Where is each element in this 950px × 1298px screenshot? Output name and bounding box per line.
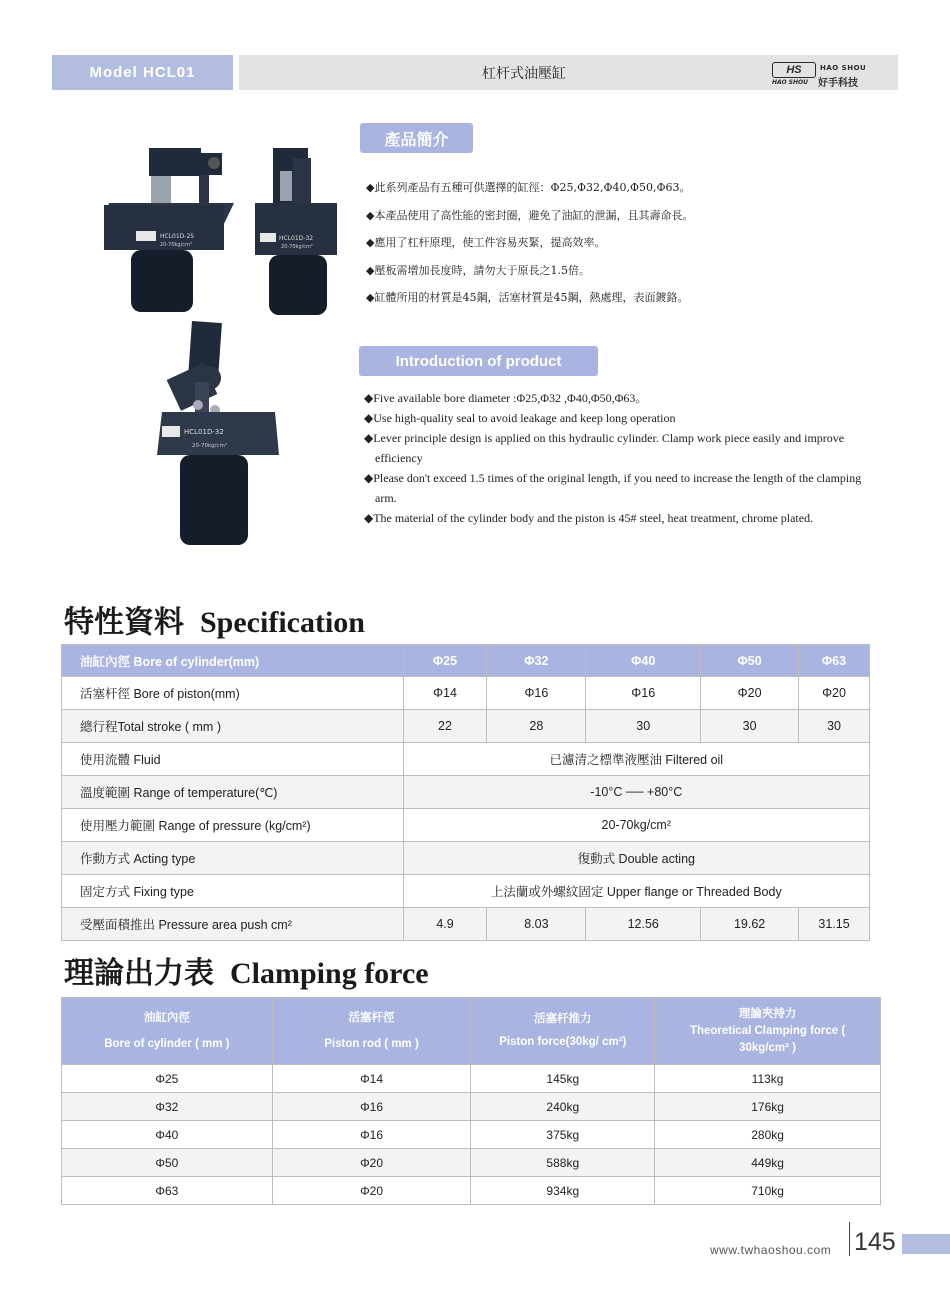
row-label: 使用壓力範圍 Range of pressure (kg/cm²) [62, 809, 404, 842]
logo-brand-cn: 好手科技 [818, 78, 858, 89]
header-en: Piston rod ( mm ) [324, 1037, 419, 1050]
table-cell: Φ32 [62, 1093, 273, 1121]
table-cell: Φ16 [586, 677, 701, 710]
table-cell: 19.62 [701, 908, 799, 941]
intro-cn-label: 產品簡介 [360, 123, 473, 153]
table-cell: Φ14 [272, 1065, 471, 1093]
product-image-1 [104, 143, 239, 313]
product-image-2 [255, 143, 340, 318]
table-row [62, 1121, 881, 1149]
row-label: 總行程Total stroke ( mm ) [62, 710, 404, 743]
table-header-cell: Φ40 [586, 645, 701, 677]
logo-small-text: HAO SHOU [772, 79, 808, 86]
table-cell: 934kg [471, 1177, 655, 1205]
intro-en-label: Introduction of product [359, 346, 598, 376]
spec-section-title [64, 597, 365, 641]
table-cell: 145kg [471, 1065, 655, 1093]
table-cell: Φ20 [799, 677, 870, 710]
row-label: 溫度範圍 Range of temperature(℃) [62, 776, 404, 809]
row-label: 固定方式 Fixing type [62, 875, 404, 908]
table-header-cell: Φ63 [799, 645, 870, 677]
row-label: 受壓面積推出 Pressure area push cm² [62, 908, 404, 941]
table-cell: Φ16 [272, 1093, 471, 1121]
table-cell: 30 [701, 710, 799, 743]
clamp-table [61, 997, 881, 1205]
page-title: 杠杆式油壓缸 [482, 65, 566, 82]
header-cn: 活塞杆徑 [348, 1011, 395, 1024]
table-cell: Φ16 [487, 677, 586, 710]
table-row [62, 842, 870, 875]
table-cell: 375kg [471, 1121, 655, 1149]
table-header-cell: Φ32 [487, 645, 586, 677]
product-2-model: HCL01D-32 [279, 235, 314, 242]
table-cell: 22 [403, 710, 487, 743]
row-label: 使用流體 Fluid [62, 743, 404, 776]
row-label: 作動方式 Acting type [62, 842, 404, 875]
header-en: Bore of cylinder ( mm ) [104, 1037, 230, 1050]
spec-title-en: Specification [200, 606, 365, 639]
header-en: Piston force(30kg/ cm²) [499, 1036, 627, 1048]
header-en: Theoretical Clamping force ( 30kg/cm² ) [689, 1024, 846, 1054]
list-item: ◆缸體所用的材質是45鋼，活塞材質是45鋼，熱處理，表面鍍鉻。 [366, 291, 689, 304]
table-cell: Φ63 [62, 1177, 273, 1205]
footer-accent-bar [902, 1234, 950, 1254]
table-header-cell [62, 998, 273, 1065]
spec-title-cn: 特性資料 [64, 606, 184, 639]
footer-divider [849, 1222, 850, 1256]
product-1-range: 20-70kg/cm² [160, 242, 192, 248]
table-row [62, 908, 870, 941]
table-cell: 449kg [655, 1149, 881, 1177]
table-cell: Φ40 [62, 1121, 273, 1149]
header-cn: 活塞杆推力 [534, 1013, 592, 1025]
table-row [62, 677, 870, 710]
table-row [62, 875, 870, 908]
row-label: 活塞杆徑 Bore of piston(mm) [62, 677, 404, 710]
list-item: ◆應用了杠杆原理，使工件容易夾緊，提高效率。 [366, 236, 606, 249]
table-cell: 30 [799, 710, 870, 743]
table-cell: Φ20 [701, 677, 799, 710]
table-row [62, 776, 870, 809]
table-cell: Φ25 [62, 1065, 273, 1093]
header-cn: 油缸內徑 [143, 1011, 190, 1024]
table-header-row [62, 645, 870, 677]
company-logo [772, 60, 892, 89]
table-cell: Φ14 [403, 677, 487, 710]
table-cell: 176kg [655, 1093, 881, 1121]
table-cell: 8.03 [487, 908, 586, 941]
table-cell: 31.15 [799, 908, 870, 941]
table-cell: 280kg [655, 1121, 881, 1149]
table-row [62, 1149, 881, 1177]
clamp-title-en: Clamping force [230, 957, 429, 990]
table-header-cell [655, 998, 881, 1065]
table-header-cell [471, 998, 655, 1065]
table-cell: 上法蘭或外螺紋固定 Upper flange or Threaded Body [403, 875, 869, 908]
table-cell: 30 [586, 710, 701, 743]
list-item: ◆Please don't exceed 1.5 times of the original length, if you need to increase the length of the clamping arm. [364, 471, 862, 505]
list-item: ◆Use high-quality seal to avoid leakage and keep long operation [364, 411, 676, 425]
intro-cn-list [366, 174, 926, 312]
product-3-model: HCL01D-32 [184, 428, 224, 436]
list-item: ◆The material of the cylinder body and the piston is 45# steel, heat treatment, chrome plated. [364, 511, 814, 525]
product-image-3 [157, 320, 282, 548]
table-row [62, 1065, 881, 1093]
table-cell: 28 [487, 710, 586, 743]
table-row [62, 1177, 881, 1205]
table-header-cell: Φ25 [403, 645, 487, 677]
clamp-section-title [64, 948, 429, 992]
header-cn: 理論夾持力 [738, 1007, 797, 1020]
spec-table [61, 644, 870, 941]
table-cell: Φ16 [272, 1121, 471, 1149]
model-tab: Model HCL01 [52, 55, 233, 90]
list-item: ◆Lever principle design is applied on this hydraulic cylinder. Clamp work piece easily and improve efficiency [364, 431, 845, 465]
table-cell: 已濾清之標準液壓油 Filtered oil [403, 743, 869, 776]
logo-badge: HS [772, 62, 816, 78]
table-row [62, 710, 870, 743]
table-cell: 20-70kg/cm² [403, 809, 869, 842]
table-cell: 240kg [471, 1093, 655, 1121]
table-cell: 12.56 [586, 908, 701, 941]
table-row [62, 809, 870, 842]
table-cell: 710kg [655, 1177, 881, 1205]
table-cell: -10°C ── +80°C [403, 776, 869, 809]
table-cell: 4.9 [403, 908, 487, 941]
table-header-cell: 油缸內徑 Bore of cylinder(mm) [62, 645, 404, 677]
table-cell: Φ20 [272, 1177, 471, 1205]
table-cell: 588kg [471, 1149, 655, 1177]
table-row [62, 743, 870, 776]
product-2-range: 20-70kg/cm² [281, 244, 313, 250]
logo-brand-en: HAO SHOU [820, 64, 867, 72]
table-cell: Φ50 [62, 1149, 273, 1177]
page-number: 145 [854, 1228, 896, 1256]
table-row [62, 1093, 881, 1121]
table-cell: 復動式 Double acting [403, 842, 869, 875]
list-item: ◆此系列產品有五種可供選擇的缸徑：Φ25,Φ32,Φ40,Φ50,Φ63。 [366, 181, 691, 194]
list-item: ◆Five available bore diameter :Φ25,Φ32 ,Φ40,Φ50,Φ63。 [364, 391, 648, 405]
footer-url[interactable]: www.twhaoshou.com [710, 1243, 832, 1257]
list-item: ◆壓板需增加長度時，請勿大于原長之1.5倍。 [366, 263, 590, 277]
clamp-title-cn: 理論出力表 [64, 957, 214, 990]
table-header-cell [272, 998, 471, 1065]
table-cell: 113kg [655, 1065, 881, 1093]
product-3-range: 20-70kg/cm² [192, 443, 228, 449]
list-item: ◆本產品使用了高性能的密封圈，避免了油缸的泄漏，且其壽命長。 [366, 208, 694, 222]
product-1-model: HCL01D-25 [160, 233, 195, 240]
table-cell: Φ20 [272, 1149, 471, 1177]
intro-en-list [364, 388, 864, 528]
table-header-cell: Φ50 [701, 645, 799, 677]
table-header-row [62, 998, 881, 1065]
